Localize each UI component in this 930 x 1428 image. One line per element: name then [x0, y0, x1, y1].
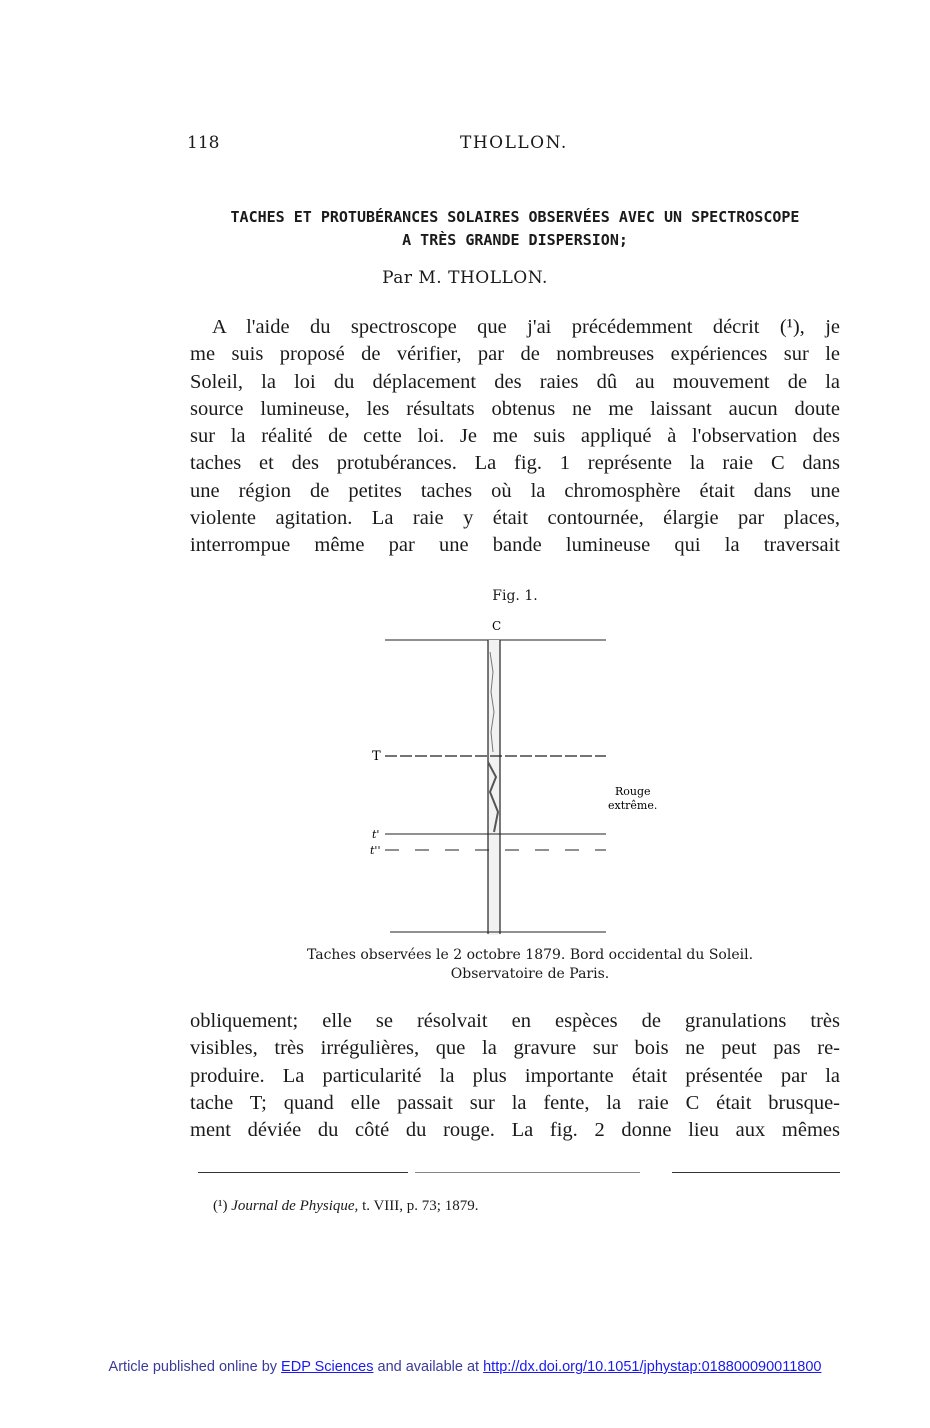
text-line: interrompue même par une bande lumineuse qui la traversait: [190, 534, 840, 557]
footnote-rule-right: [672, 1172, 840, 1173]
text-line: taches et des protubérances. La fig. 1 représente la raie C dans: [190, 452, 840, 475]
article-title: [170, 206, 860, 252]
paragraph-2: [190, 1008, 840, 1144]
running-head: THOLLON.: [460, 133, 568, 153]
text-line: source lumineuse, les résultats obtenus ne me laissant aucun doute: [190, 397, 840, 420]
figure-label-c: C: [492, 619, 502, 633]
text-line: obliquement; elle se résolvait en espèces de granulations très: [190, 1010, 840, 1032]
publisher-link[interactable]: EDP Sciences: [281, 1359, 374, 1375]
publisher-prefix: Article published online by: [108, 1359, 278, 1375]
footnote-journal: Journal de Physique,: [231, 1198, 359, 1214]
figure-caption: [250, 946, 810, 984]
figure-label-t1: t': [372, 828, 380, 841]
figure-label: Fig. 1.: [492, 588, 538, 604]
text-line: Soleil, la loi du déplacement des raies dû au mouvement de la: [190, 370, 840, 393]
footnote-details: t. VIII, p. 73; 1879.: [362, 1198, 479, 1214]
caption-line-1: Taches observées le 2 octobre 1879. Bord occidental du Soleil.: [306, 947, 754, 963]
author-line: Par M. THOLLON.: [382, 268, 548, 288]
figure-label-t2: t'': [370, 844, 381, 857]
title-line-1: TACHES ET PROTUBÉRANCES SOLAIRES OBSERVÉES AVEC UN SPECTROSCOPE: [230, 208, 800, 226]
footnote-marker: (¹): [213, 1198, 228, 1214]
paragraph-1: [190, 314, 840, 560]
text-line: A l'aide du spectroscope que j'ai précédemment décrit (¹), je: [212, 316, 840, 338]
text-line: violente agitation. La raie y était contournée, élargie par places,: [190, 507, 840, 530]
figure-label-t: T: [372, 749, 381, 764]
spectral-line-figure: [360, 612, 680, 937]
publisher-middle: and available at: [377, 1359, 480, 1375]
text-line: sur la réalité de cette loi. Je me suis appliqué à l'observation des: [190, 425, 840, 448]
footnote-rule-left: [198, 1172, 408, 1173]
text-line: produire. La particularité la plus importante était présentée par la: [190, 1064, 840, 1087]
text-line: ment déviée du côté du rouge. La fig. 2 donne lieu aux mêmes: [190, 1119, 840, 1142]
footnote: [213, 1198, 478, 1215]
text-line: visibles, très irrégulières, que la gravure sur bois ne peut pas re-: [190, 1037, 840, 1060]
side-label-line-1: Rouge: [615, 785, 651, 798]
publisher-bar: [0, 1359, 930, 1375]
spectral-line-band: [488, 640, 500, 935]
footnote-rule-middle: [415, 1172, 640, 1173]
text-line: une région de petites taches où la chromosphère était dans une: [190, 479, 840, 502]
text-line: me suis proposé de vérifier, par de nombreuses expériences sur le: [190, 343, 840, 366]
text-line: tache T; quand elle passait sur la fente, la raie C était brusque-: [190, 1091, 840, 1114]
title-line-2: A TRÈS GRANDE DISPERSION;: [402, 231, 628, 249]
side-label-line-2: extrême.: [608, 799, 658, 812]
caption-line-2: Observatoire de Paris.: [450, 966, 610, 982]
doi-link[interactable]: http://dx.doi.org/10.1051/jphystap:018800090011800: [483, 1359, 822, 1375]
page-number: 118: [187, 133, 220, 153]
